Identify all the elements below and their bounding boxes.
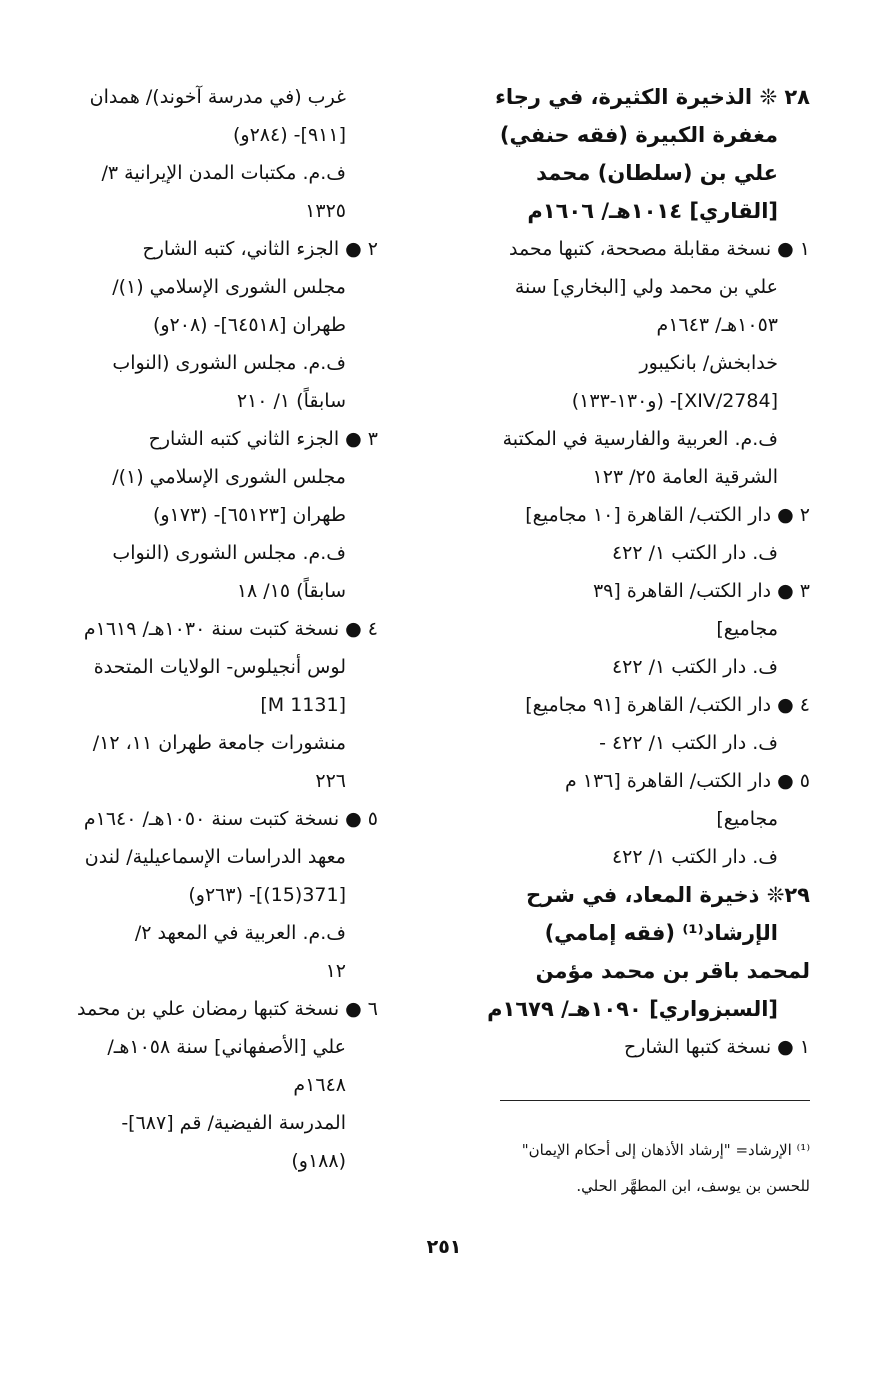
text-line: ٥ ● دار الكتب/ القاهرة [١٣٦ م [564,770,810,792]
text-line: طهران [٦٤٥١٨]- (٢٠٨و) [152,314,346,336]
text-line: ٢٨ ❊ الذخيرة الكثيرة، في رجاء [495,85,810,109]
text-line: طهران [٦٥١٢٣]- (١٧٣و) [152,504,346,526]
text-line: سابقاً) ١/ ٢١٠ [236,390,346,412]
footnote-separator [500,1100,810,1101]
text-line: ٤ ● دار الكتب/ القاهرة [٩١ مجاميع] [525,694,810,716]
text-line: مجاميع] [716,618,778,640]
text-line: [2784/XIV]- (و١٣٠-١٣٣) [571,390,778,412]
text-line: ف.م. مجلس الشورى (النواب [112,542,346,564]
text-line: ف.م. العربية في المعهد ٢/ [134,922,346,944]
text-line: لوس أنجيلوس- الولايات المتحدة [93,656,346,678]
text-line: ٢ ● دار الكتب/ القاهرة [١٠ مجاميع] [525,504,810,526]
text-line: [السبزواري] ١٠٩٠هـ/ ١٦٧٩م [487,997,778,1021]
right-column [430,78,810,1066]
text-line: ٥ ● نسخة كتبت سنة ١٠٥٠هـ/ ١٦٤٠م [83,808,378,830]
page-number: ٢٥١ [426,1236,462,1258]
text-line: ٢٩❊ ذخيرة المعاد، في شرح [526,883,810,907]
text-line: ٢٢٦ [315,770,346,792]
text-line: علي بن محمد ولي [البخاري] سنة [514,276,778,298]
text-line: لمحمد باقر بن محمد مؤمن [535,959,810,983]
text-line: الشرقية العامة ٢٥/ ١٢٣ [592,466,778,488]
text-line: مغفرة الكبيرة (فقه حنفي) [499,123,778,147]
text-line: [371(15)]- (٢٦٣و) [188,884,346,906]
text-line: علي بن (سلطان) محمد [536,161,778,185]
text-line: ١٠٥٣هـ/ ١٦٤٣م [656,314,778,336]
text-line: علي [الأصفهاني] سنة ١٠٥٨هـ/ [107,1036,346,1058]
text-line: المدرسة الفيضية/ قم [٦٨٧]- [121,1112,346,1134]
text-line: ١٦٤٨م [293,1074,346,1096]
text-line: مجاميع] [716,808,778,830]
text-line: الإرشاد⁽¹⁾ (فقه إمامي) [544,921,778,945]
footnote-line: للحسن بن يوسف، ابن المطهَّر الحلي. [576,1177,810,1195]
text-line: ١٢ [325,960,346,982]
text-line: ف. دار الكتب ١/ ٤٢٢ [611,656,778,678]
text-line: مجلس الشورى الإسلامي (١)/ [112,466,346,488]
text-line: ف. دار الكتب ١/ ٤٢٢ - [599,732,778,754]
text-line: ٣ ● دار الكتب/ القاهرة [٣٩ [592,580,810,602]
text-line: ف.م. مجلس الشورى (النواب [112,352,346,374]
text-line: ٤ ● نسخة كتبت سنة ١٠٣٠هـ/ ١٦١٩م [83,618,378,640]
text-line: ف.م. مكتبات المدن الإيرانية ٣/ [101,162,346,184]
text-line: معهد الدراسات الإسماعيلية/ لندن [84,846,346,868]
text-line: (١٨٨و) [291,1150,346,1172]
footnotes [430,1132,810,1204]
text-line: [M 1131] [260,694,346,716]
text-line: مجلس الشورى الإسلامي (١)/ [112,276,346,298]
text-line: ف. دار الكتب ١/ ٤٢٢ [611,846,778,868]
text-line: سابقاً) ١٥/ ١٨ [236,580,346,602]
text-line: ٦ ● نسخة كتبها رمضان علي بن محمد [76,998,378,1020]
footnote-line: ⁽¹⁾ الإرشاد= "إرشاد الأذهان إلى أحكام الإيمان" [521,1141,810,1159]
text-line: غرب (في مدرسة آخوند)/ همدان [89,86,346,108]
text-line: [٩١١]- (٢٨٤و) [233,124,346,146]
text-line: [القاري] ١٠١٤هـ/ ١٦٠٦م [527,199,778,223]
text-line: ٣ ● الجزء الثاني كتبه الشارح [148,428,378,450]
text-line: خدابخش/ بانكيبور [639,352,778,374]
text-line: ف. دار الكتب ١/ ٤٢٢ [611,542,778,564]
text-line: ١ ● نسخة كتبها الشارح [624,1036,810,1058]
left-column [68,78,378,1180]
text-line: ١ ● نسخة مقابلة مصححة، كتبها محمد [508,238,810,260]
text-line: ١٣٢٥ [305,200,346,222]
text-line: ف.م. العربية والفارسية في المكتبة [502,428,778,450]
text-line: ٢ ● الجزء الثاني، كتبه الشارح [142,238,378,260]
text-line: منشورات جامعة طهران ١١، ١٢/ [92,732,346,754]
